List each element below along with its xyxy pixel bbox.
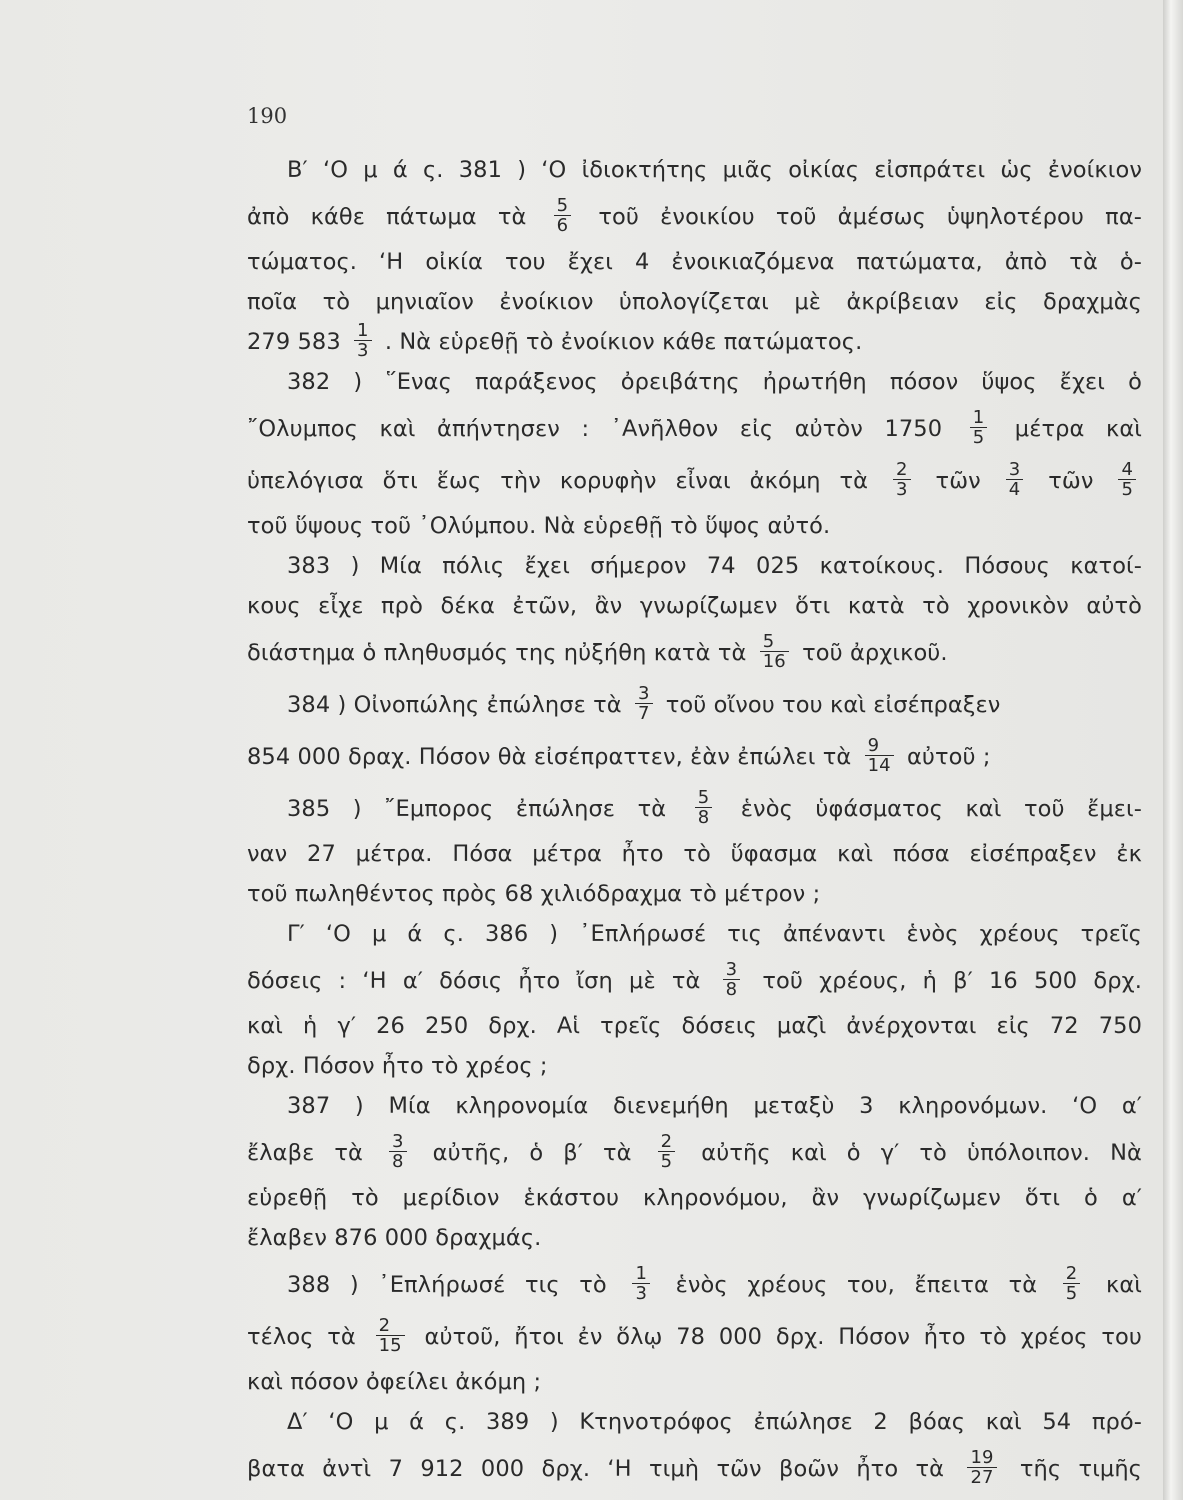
- fraction: [635, 684, 653, 723]
- text-segment: τοῦ ἐνοικίου τοῦ ἀμέσως ὑψηλοτέρου πα-: [598, 204, 1142, 230]
- text-line: [247, 1178, 1142, 1218]
- fraction-denominator: 15: [378, 1335, 402, 1356]
- text-segment: 387 ) Μία κληρονομία διενεμήθη μεταξὺ 3 κληρονόμων. ‘Ο α′: [287, 1093, 1142, 1119]
- fraction-numerator: 1: [632, 1264, 650, 1284]
- text-line: [247, 678, 1142, 730]
- fraction-denominator: 8: [392, 1151, 404, 1172]
- fraction-denominator: 8: [725, 979, 738, 1000]
- fraction-numerator: 1: [970, 408, 988, 428]
- text-line: [247, 1218, 1142, 1258]
- text-segment: Β′ ‘Ο μ ά ς. 381 ) ‘Ο ἰδιοκτήτης μιᾶς οἰκίας εἰσπράτει ὡς ἐνοίκιον: [287, 157, 1142, 183]
- text-line: [247, 362, 1142, 402]
- text-segment: αὐτῆς καὶ ὁ γ′ τὸ ὑπόλοιπον. Νὰ: [701, 1140, 1142, 1166]
- text-segment: τῶν: [935, 468, 981, 494]
- text-segment: δόσεις : ‘Η α′ δόσις ἦτο ἴση μὲ τὰ: [247, 968, 701, 994]
- text-segment: τῆς τιμῆς: [1019, 1456, 1142, 1482]
- text-segment: Δ′ ‘Ο μ ά ς. 389 ) Κτηνοτρόφος ἐπώλησε 2 βόας καὶ 54 πρό-: [287, 1409, 1142, 1435]
- page-body-text: [247, 150, 1142, 1494]
- fraction-denominator: 16: [762, 651, 786, 672]
- text-segment: 383 ) Μία πόλις ἔχει σήμερον 74 025 κατοίκους. Πόσους κατοί-: [287, 553, 1142, 579]
- fraction-numerator: 5: [760, 632, 789, 652]
- fraction-numerator: 3: [1006, 460, 1024, 480]
- text-segment: κους εἶχε πρὸ δέκα ἐτῶν, ἂν γνωρίζωμεν ὅτι κατὰ τὸ χρονικὸν αὐτὸ: [247, 593, 1142, 619]
- fraction-numerator: 2: [1063, 1264, 1081, 1284]
- text-segment: αὐτοῦ, ἤτοι ἐν ὅλῳ 78 000 δρχ. Πόσον ἦτο τὸ χρέος του: [424, 1324, 1142, 1350]
- fraction-numerator: 5: [695, 788, 713, 808]
- text-segment: καὶ ἡ γ′ 26 250 δρχ. Αἱ τρεῖς δόσεις μαζὶ ἀνέρχονται εἰς 72 750: [247, 1013, 1142, 1039]
- fraction-numerator: 1: [354, 321, 372, 341]
- fraction: [354, 321, 372, 360]
- text-segment: τοῦ χρέους, ἡ β′ 16 500 δρχ.: [762, 968, 1142, 994]
- fraction: [967, 1448, 996, 1487]
- page-number: 190: [247, 104, 288, 128]
- text-line: [247, 546, 1142, 586]
- text-segment: αὐτῆς, ὁ β′ τὰ: [432, 1140, 632, 1166]
- fraction: [554, 196, 572, 235]
- text-segment: ῎Ολυμπος καὶ ἀπήντησεν : ᾿Ανῆλθον εἰς αὐτὸν 1750: [247, 416, 943, 442]
- text-segment: τέλος τὰ: [247, 1324, 356, 1350]
- text-segment: βατα ἀντὶ 7 912 000 δρχ. ‘Η τιμὴ τῶν βοῶν ἦτο τὰ: [247, 1456, 945, 1482]
- text-line: [247, 242, 1142, 282]
- text-line: [247, 506, 1142, 546]
- text-segment: τοῦ ὕψους τοῦ ᾿Ολύμπου. Νὰ εὑρεθῇ τὸ ὕψος αὐτό.: [247, 513, 831, 539]
- fraction: [1118, 460, 1136, 499]
- text-segment: Γ′ ‘Ο μ ά ς. 386 ) ᾿Επλήρωσέ τις ἀπέναντι ἑνὸς χρέους τρεῖς: [287, 921, 1142, 947]
- fraction-numerator: 2: [376, 1316, 405, 1336]
- text-segment: ἑνὸς ὑφάσματος καὶ τοῦ ἔμει-: [740, 796, 1142, 822]
- fraction: [695, 788, 713, 827]
- fraction-denominator: 3: [635, 1283, 647, 1304]
- text-segment: δρχ. Πόσον ἦτο τὸ χρέος ;: [247, 1053, 548, 1079]
- fraction-denominator: 5: [660, 1151, 673, 1172]
- text-segment: καὶ πόσον ὀφείλει ἀκόμη ;: [247, 1369, 542, 1395]
- fraction: [970, 408, 988, 447]
- text-segment: 854 000 δραχ. Πόσον θὰ εἰσέπραττεν, ἐὰν ἐπώλει τὰ: [247, 744, 852, 770]
- fraction: [760, 632, 789, 671]
- text-segment: διάστημα ὁ πληθυσμός της ηὐξήθη κατὰ τὰ: [247, 640, 747, 666]
- text-segment: ἔλαβεν 876 000 δραχμάς.: [247, 1225, 542, 1251]
- text-segment: ἀπὸ κάθε πάτωμα τὰ: [247, 204, 527, 230]
- text-segment: μέτρα καὶ: [1014, 416, 1142, 442]
- fraction: [723, 960, 741, 999]
- text-line: [247, 1402, 1142, 1442]
- text-segment: τῶν: [1048, 468, 1094, 494]
- fraction: [376, 1316, 405, 1355]
- fraction-denominator: 5: [1121, 479, 1134, 500]
- text-line: [247, 322, 1142, 362]
- text-segment: 388 ) ᾿Επλήρωσέ τις τὸ: [287, 1272, 607, 1298]
- text-segment: αὐτοῦ ;: [906, 744, 991, 770]
- text-segment: 279 583: [247, 329, 341, 355]
- fraction-denominator: 7: [637, 703, 650, 724]
- text-line: [247, 1362, 1142, 1402]
- page-edge: [1163, 0, 1183, 1500]
- text-segment: 384 ) Οἰνοπώλης ἐπώλησε τὰ: [287, 692, 622, 718]
- text-line: [247, 1310, 1142, 1362]
- text-segment: 385 ) ῎Εμπορος ἐπώλησε τὰ: [287, 796, 667, 822]
- fraction: [632, 1264, 650, 1303]
- text-line: [247, 402, 1142, 454]
- fraction-numerator: 3: [723, 960, 741, 980]
- fraction-numerator: 3: [635, 684, 653, 704]
- fraction-numerator: 9: [865, 736, 894, 756]
- text-segment: καὶ: [1105, 1272, 1142, 1298]
- fraction-denominator: 14: [867, 755, 891, 776]
- text-line: [247, 282, 1142, 322]
- text-line: [247, 626, 1142, 678]
- fraction-denominator: 4: [1008, 479, 1021, 500]
- fraction: [658, 1132, 676, 1171]
- text-line: [247, 1442, 1142, 1494]
- fraction: [1063, 1264, 1081, 1303]
- text-segment: ἑνὸς χρέους του, ἔπειτα τὰ: [675, 1272, 1038, 1298]
- fraction-numerator: 2: [893, 460, 911, 480]
- text-segment: 382 ) ῞Ενας παράξενος ὀρειβάτης ἠρωτήθη πόσον ὕψος ἔχει ὁ: [287, 369, 1142, 395]
- fraction-denominator: 27: [970, 1467, 994, 1488]
- text-segment: . Νὰ εὑρεθῇ τὸ ἐνοίκιον κάθε πατώματος.: [384, 329, 863, 355]
- text-line: [247, 1006, 1142, 1046]
- text-line: [247, 150, 1142, 190]
- text-line: [247, 874, 1142, 914]
- fraction-denominator: 5: [1065, 1283, 1078, 1304]
- text-line: [247, 586, 1142, 626]
- fraction-denominator: 8: [697, 807, 710, 828]
- text-line: [247, 454, 1142, 506]
- text-segment: τοῦ πωληθέντος πρὸς 68 χιλιόδραχμα τὸ μέτρον ;: [247, 881, 821, 907]
- fraction-numerator: 2: [658, 1132, 676, 1152]
- text-line: [247, 1086, 1142, 1126]
- fraction-denominator: 3: [896, 479, 908, 500]
- fraction-denominator: 5: [972, 427, 985, 448]
- text-line: [247, 954, 1142, 1006]
- fraction-numerator: 19: [967, 1448, 996, 1468]
- fraction-numerator: 5: [554, 196, 572, 216]
- fraction: [389, 1132, 407, 1171]
- text-segment: τοῦ οἴνου του καὶ εἰσέπραξεν: [665, 692, 1001, 718]
- fraction-numerator: 4: [1118, 460, 1136, 480]
- text-line: [247, 914, 1142, 954]
- text-line: [247, 190, 1142, 242]
- text-line: [247, 1126, 1142, 1178]
- text-line: [247, 730, 1142, 782]
- text-line: [247, 1046, 1142, 1086]
- text-segment: ἔλαβε τὰ: [247, 1140, 363, 1166]
- text-segment: ναν 27 μέτρα. Πόσα μέτρα ἦτο τὸ ὕφασμα καὶ πόσα εἰσέπραξεν ἐκ: [247, 841, 1142, 867]
- fraction-denominator: 6: [556, 215, 569, 236]
- text-segment: εὑρεθῇ τὸ μερίδιον ἑκάστου κληρονόμου, ἂν γνωρίζωμεν ὅτι ὁ α′: [247, 1185, 1142, 1211]
- text-line: [247, 1258, 1142, 1310]
- text-segment: τοῦ ἀρχικοῦ.: [802, 640, 948, 666]
- fraction-numerator: 3: [389, 1132, 407, 1152]
- text-segment: ποῖα τὸ μηνιαῖον ἐνοίκιον ὑπολογίζεται μὲ ἀκρίβειαν εἰς δραχμὰς: [247, 289, 1142, 315]
- text-line: [247, 834, 1142, 874]
- text-line: [247, 782, 1142, 834]
- fraction: [1006, 460, 1024, 499]
- fraction: [865, 736, 894, 775]
- fraction-denominator: 3: [357, 340, 369, 361]
- text-segment: ὑπελόγισα ὅτι ἕως τὴν κορυφὴν εἶναι ἀκόμη τὰ: [247, 468, 869, 494]
- fraction: [893, 460, 911, 499]
- text-segment: τώματος. ‘Η οἰκία του ἔχει 4 ἐνοικιαζόμενα πατώματα, ἀπὸ τὰ ὁ-: [247, 249, 1142, 275]
